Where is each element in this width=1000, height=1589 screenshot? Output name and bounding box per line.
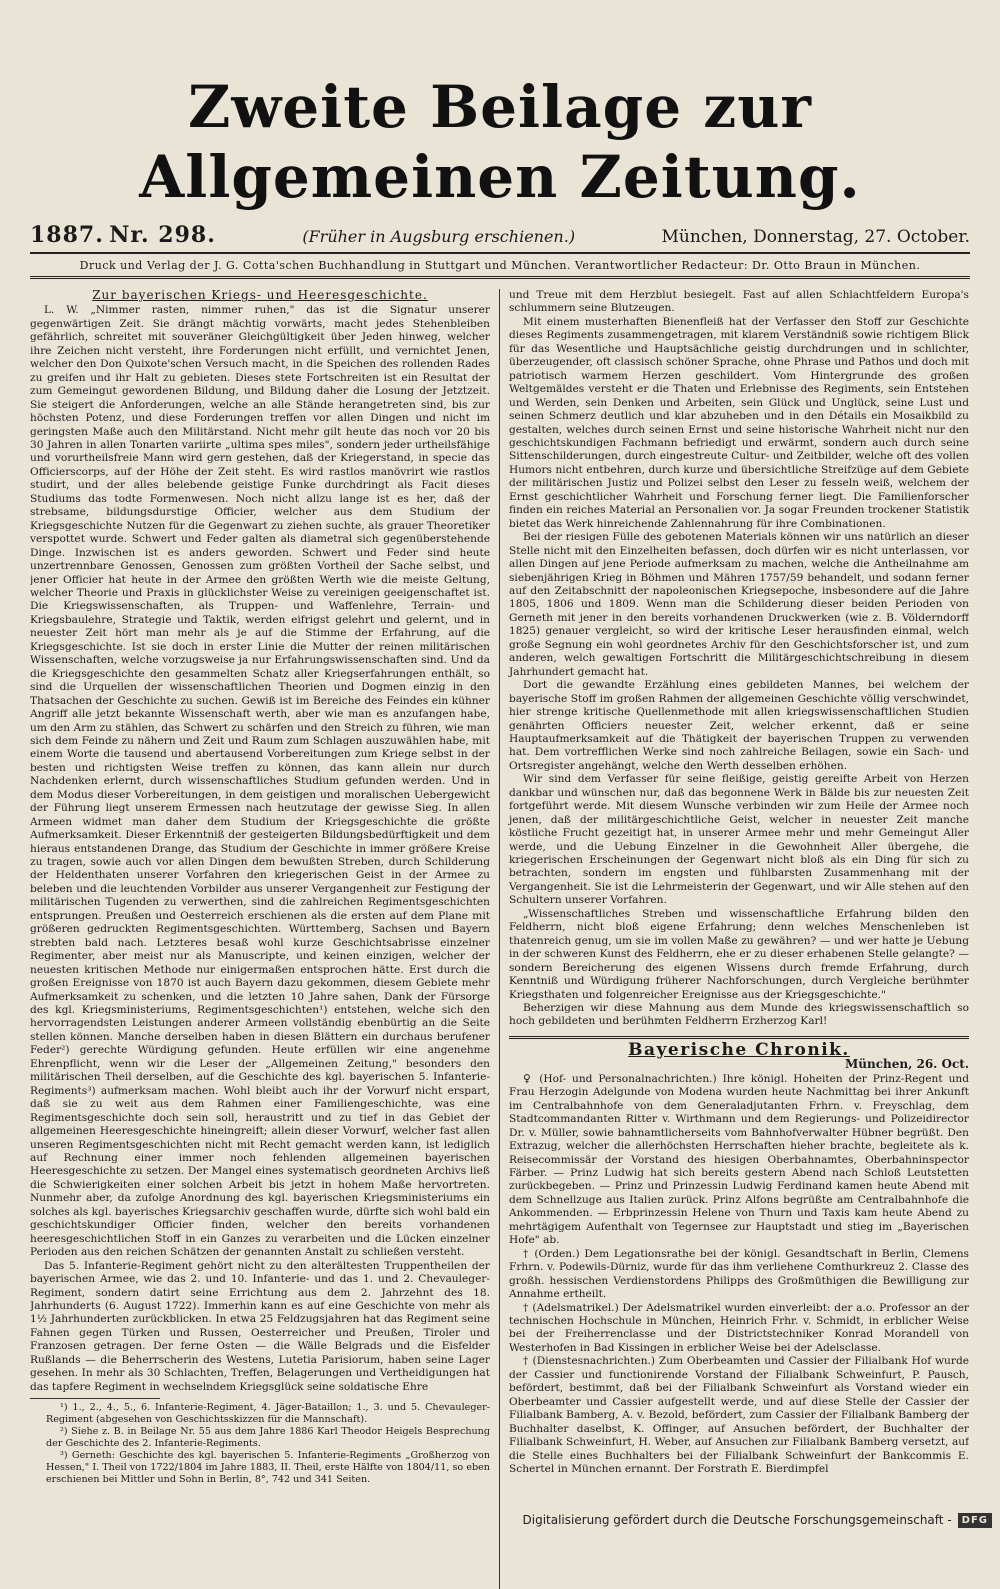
former-location-note: (Früher in Augsburg erschienen.) [302,227,576,246]
article-paragraph: Beherzigen wir diese Mahnung aus dem Munde des kriegswissenschaftlich so hoch gebildeten und berühmten Feldherrn Erzherzog Karl! [509,1002,969,1028]
masthead-title: Zweite Beilage zur Allgemeinen Zeitung. [139,73,861,211]
place-date: München, Donnerstag, 27. October. [661,227,970,247]
chronik-paragraph: † (Adelsmatrikel.) Der Adelsmatrikel wurden einverleibt: der a.o. Professor an der technischen Hochschule in München, Heinrich Frhr. v. Schmidt, in erblicher Weise bei der Freiherrenclasse und der Districtstechniker Konrad Morandell von Westerhofen in Bad Kissingen in erblicher Weise bei der Adelsclasse. [509,1301,969,1354]
footnote-rule [30,1398,160,1399]
header-rule [30,252,970,254]
chronik-paragraph: † (Dienstesnachrichten.) Zum Oberbeamten und Cassier der Filialbank Hof wurde der Cassier und functionirende Vorstand der Filialbank Schweinfurt, P. Pausch, befördert, bestimmt, daß bei der Filialbank Schweinfurt als Vorstand wieder ein Oberbeamter und Cassier aufgestellt werde, und auf diese Stelle der Cassier der Filialbank Bamberg, A. v. Bezold, befördert, zum Cassier der Filialbank Bamberg der Buchhalter daselbst, K. Offinger, auf Ansuchen befördert, der Buchhalter der Filialbank Schweinfurt, H. Weber, auf Ansuchen zur Filialbank Bamberg versetzt, auf die Stelle eines Buchhalters bei der Filialbank Schweinfurt der Bankcommis E. Schertel in München ernannt. Der Forstrath E. Bierdimpfel [509,1355,969,1475]
footnote: ³) Gerneth: Geschichte des kgl. bayerischen 5. Infanterie-Regiments „Großherzog von Hessen," I. Theil von 1722/1804 im Jahre 1883, II. Theil, erste Hälfte von 1804/11, so eben erschienen bei Mittler und Sohn in Berlin, 8°, 742 und 341 Seiten. [46,1450,490,1486]
column-left [30,289,499,1589]
article-paragraph: Wir sind dem Verfasser für seine fleißige, geistig gereifte Arbeit von Herzen dankbar und wünschen nur, daß das begonnene Werk in Bälde bis zur neuesten Zeit fortgeführt werde. Mit diesem Wunsche verbinden wir zum Heile der Armee noch jenen, daß der militärgeschichtliche Geist, welcher in neuester Zeit manche köstliche Frucht gezeitigt hat, in unserer Armee mehr und mehr Gemeingut Aller werde, und die Uebung Einzelner in die Gewohnheit Aller übergehe, die kriegerischen Erscheinungen der Gegenwart nicht bloß als ein Ding für sich zu betrachten, sondern im engsten und fühlbarsten Zusammenhang mit der Vergangenheit. Sie ist die Lehrmeisterin der Gegenwart, und wir Alle stehen auf den Schultern unserer Vorfahren. [509,773,969,907]
newspaper-page [30,72,970,1508]
chronik-paragraph: † (Orden.) Dem Legationsrathe bei der königl. Gesandtschaft in Berlin, Clemens Frhrn. v. Podewils-Dürniz, wurde für das ihm verliehene Comthurkreuz 2. Classe des großh. hessischen Verdienstordens Philipps des Großmüthigen die Bewilligung zur Annahme ertheilt. [509,1247,969,1301]
footnote: ¹) 1., 2., 4., 5., 6. Infanterie-Regiment, 4. Jäger-Bataillon; 1., 3. und 5. Chevauleger-Regiment (abgesehen von Geschichtsskizzen für die Mannschaft). [46,1402,490,1426]
article-paragraph: Bei der riesigen Fülle des gebotenen Materials können wir uns natürlich an dieser Stelle nicht mit den Einzelheiten befassen, doch dürfen wir es nicht unterlassen, vor allen Dingen auf jene Periode aufmerksam zu machen, welche die Antheilnahme am siebenjährigen Krieg in Böhmen und Mähren 1757/59 behandelt, und sodann ferner auf den Zeitabschnitt der napoleonischen Kriegsepoche, insbesondere auf die Jahre 1805, 1806 und 1809. Wenn man die Schilderung dieser beiden Perioden von Gerneth mit jener in den bereits vorhandenen Druckwerken (wie z. B. Völderndorff 1825) genauer vergleicht, so wird der kritische Leser herausfinden einmal, welch große Segnung ein wohl geordnetes Archiv für den Geschichtsforscher ist, und zum anderen, welch gewaltigen Fortschritt die Militärgeschichtschreibung in diesem Jahrhundert gemacht hat. [509,531,969,678]
body-columns [30,289,970,1589]
column-right [499,289,969,1589]
issue-nr: Nr. 298. [109,222,216,248]
header-double-rule [30,276,970,279]
chronik-paragraph: ♀ (Hof- und Personalnachrichten.) Ihre königl. Hoheiten der Prinz-Regent und Frau Herzogin Adelgunde von Modena wurden heute Nachmittag bei ihrer Ankunft im Centralbahnhofe von dem Generaladjutanten Frhrn. v. Freyschlag, dem Stadtcommandanten Ritter v. Wirthmann und dem Regierungs- und Polizeidirector Dr. v. Müller, sowie bahnamtlicherseits vom Bahnhofverwalter Hübner begrüßt. Den Extrazug, welcher die allerhöchsten Herrschaften hieher brachte, begleitete als k. Reisecommissär der Vorstand des hiesigen Oberbahnamtes, Oberbahninspector Färber. — Prinz Ludwig hat sich bereits gestern Abend nach Schloß Leutstetten zurückbegeben. — Prinz und Prinzessin Ludwig Ferdinand kamen heute Abend mit dem Schnellzuge aus Italien zurück. Prinz Alfons begrüßte am Centralbahnhofe die Ankommenden. — Erbprinzessin Helene von Thurn und Taxis kam heute Abend zu mehrtägigem Aufenthalt von Tegernsee zur Hauptstadt und stieg im „Bayerischen Hofe" ab. [509,1072,969,1247]
section-double-rule [509,1036,969,1039]
article-paragraph: Das 5. Infanterie-Regiment gehört nicht zu den alterältesten Truppentheilen der bayerischen Armee, wie das 2. und 10. Infanterie- und das 1. und 2. Chevauleger-Regiment, sondern datirt seine Errichtung aus dem 2. Jahrzehnt des 18. Jahrhunderts (6. August 1722). Immerhin kann es auf eine Geschichte von mehr als 1½ Jahrhunderten zurückblicken. In etwa 25 Feldzugsjahren hat das Regiment seine Fahnen gegen Türken und Russen, Oesterreicher und Preußen, Tiroler und Franzosen getragen. Der ferne Osten — die Wälle Belgrads und die Eisfelder Rußlands — die Beherrscherin des Westens, Lutetia Parisiorum, haben seine Lager gesehen. In mehr als 30 Schlachten, Treffen, Belagerungen und Vertheidigungen hat das tapfere Regiment in wechselndem Kriegsglück seine soldatische Ehre [30,1259,490,1393]
footnote: ²) Siehe z. B. in Beilage Nr. 55 aus dem Jahre 1886 Karl Theodor Heigels Besprechung der Geschichte des 2. Infanterie-Regiments. [46,1426,490,1450]
issue-number [30,222,216,248]
article-paragraph: „Wissenschaftliches Streben und wissenschaftliche Erfahrung bilden den Feldherrn, nicht bloß eigene Erfahrung; denn welches Menschenleben ist thatenreich genug, um sie im vollen Maße zu gewähren? — und wer hatte je Uebung in der schweren Kunst des Feldherrn, ehe er zu dieser erhabenen Stelle gelangte? — sondern Bereicherung des eigenen Wissens durch fremde Erfahrung, durch Kenntniß und Würdigung früherer Nachforschungen, durch Vergleiche berühmter Kriegsthaten und folgenreicher Ereignisse aus der Kriegsgeschichte." [509,907,969,1001]
publisher-line: Druck und Verlag der J. G. Cotta'schen Buchhandlung in Stuttgart und München. Verantwortlicher Redacteur: Dr. Otto Braun in München. [79,259,921,272]
digitization-credit: Digitalisierung gefördert durch die Deutsche Forschungsgemeinschaft - [522,1513,952,1527]
article-paragraph: Mit einem musterhaften Bienenfleiß hat der Verfasser den Stoff zur Geschichte dieses Regiments zusammengetragen, mit klarem Verständniß sowie richtigem Blick für das Wesentliche und Hauptsächliche geistig durchdrungen und in schlichter, überzeugender, oft classisch schöner Sprache, ohne Phrase und Pathos und doch mit patriotisch warmem Herzen geschildert. Vom Hintergrunde des großen Weltgemäldes versteht er die Thaten und Erlebnisse des Regiments, sein Entstehen und Werden, sein Denken und Arbeiten, sein Glück und Unglück, seine Lust und seinen Schmerz deutlich und klar abzuheben und in den Détails ein Mosaikbild zu gestalten, welches durch seinen Ernst und seine historische Wahrheit nicht nur den geschichtskundigen Fachmann befriedigt und erwärmt, sondern auch durch seine Sittenschilderungen, durch eingestreute Cultur- und Zeitbilder, welche oft des vollen Humors nicht entbehren, durch kurze und übersichtliche Streifzüge auf dem Gebiete der militärischen Justiz und Polizei selbst den Leser zu fesseln weiß, welchem der Ernst geschichtlicher Wahrheit und Forschung ferner liegt. Die Familienforscher finden ein reiches Material an Personalien vor. Ja sogar Freunden trockener Statistik bietet das Werk hinreichende Zahlennahrung für ihre Combinationen. [509,315,969,530]
dfg-logo: DFG [958,1513,992,1528]
article-paragraph: Dort die gewandte Erzählung eines gebildeten Mannes, bei welchem der bayerische Stoff im großen Rahmen der allgemeinen Geschichte völlig verschwindet, hier strenge kritische Quellenmethode mit allen kriegswissenschaftlichen Studien genährten Officiers neuester Zeit, welcher erkennt, daß er seine Hauptaufmerksamkeit auf die Thätigkeit der bayerischen Truppen zu verwenden hat. Dem vortrefflichen Werke sind noch zahlreiche Beilagen, sowie ein Sach- und Ortsregister angehängt, welche den Werth desselben erhöhen. [509,679,969,772]
article-title: Zur bayerischen Kriegs- und Heeresgeschichte. [92,289,428,302]
issue-year: 1887. [30,222,104,248]
digitization-footer [0,1507,1000,1533]
chronik-dateline: München, 26. Oct. [844,1057,969,1072]
dateline [30,222,970,248]
article-paragraph: und Treue mit dem Herzblut besiegelt. Fast auf allen Schlachtfeldern Europa's schlummern seine Blutzeugen. [509,289,969,315]
chronik-title: Bayerische Chronik. [628,1039,850,1060]
article-paragraph: L. W. „Nimmer rasten, nimmer ruhen," das ist die Signatur unserer gegenwärtigen Zeit. Sie drängt mächtig vorwärts, macht jedes Stehenbleiben gefährlich, schreitet mit souveräner Gleichgültigkeit über Jeden hinweg, welcher ihre Zeichen nicht versteht, ihre Forderungen nicht erfüllt, und vernichtet Jenen, welcher den Don Quixote'schen Versuch macht, in die Speichen des rollenden Rades zu greifen und ihr Halt zu gebieten. Dieses stete Fortschreiten ist ein Resultat der zum Gemeingut gewordenen Bildung, und Bildung daher die Losung der Jetztzeit. Sie steigert die Anforderungen, welche an alle Stände herangetreten sind, bis zur höchsten Potenz, und diese Forderungen treffen vor allen Dingen und nicht im geringsten Maße auch den Militärstand. Nicht mehr gilt heute das noch vor 20 bis 30 Jahren in allen Tonarten variirte „ultima spes miles", sondern jeder urtheilsfähige und vorurtheilsfreie Mann wird gern gestehen, daß der Kriegerstand, in specie das Officierscorps, auf der Höhe der Zeit steht. Es wird rastlos manövrirt wie rastlos studirt, und der alles belebende geistige Funke durchdringt als Facit dieses Studiums das todte Formenwesen. Noch nicht allzu lange ist es her, daß der strebsame, bildungsdurstige Officier, welcher aus dem Studium der Kriegsgeschichte Nutzen für die Gegenwart zu ziehen suchte, als grauer Theoretiker verspottet wurde. Schwert und Feder galten als diametral sich gegenüberstehende Dinge. Inzwischen ist es anders geworden. Schwert und Feder sind heute unzertrennbare Genossen, Genossen zum größten Vortheil der Sache selbst, und jener Officier hat heute in der Armee den größten Werth wie die meiste Geltung, welcher Theorie und Praxis in glücklichster Weise zu vereinigen geeigenschaftet ist. Die Kriegswissenschaften, als Truppen- und Waffenlehre, Terrain- und Kriegsbaulehre, Strategie und Taktik, werden eifrigst gelehrt und gelernt, und in neuester Zeit hört man mehr als je auf die Stimme der Erfahrung, auf die Kriegsgeschichte. Ist sie doch in erster Linie die Mutter der reinen militärischen Wissenschaften, welche vorzugsweise ja nur Erfahrungswissenschaften sind. Und da die Kriegsgeschichte den gesammelten Schatz aller Kriegserfahrungen enthält, so sind die Urquellen der wissenschaftlichen Theorien und Dogmen einzig in den Thatsachen der Geschichte zu suchen. Gewiß ist im Bereiche des Feindes ein kühner Angriff alle jetzt bekannte Wissenschaft werth, aber wie man es anzufangen habe, um den Arm zu stählen, das Schwert zu schärfen und den Streich zu führen, wie man sich dem Feinde zu nähern und Zeit und Raum zum Schlagen auszuwählen habe, mit einem Worte die tausend und abertausend Vorbereitungen zum Kriege selbst in der besten und richtigsten Weise treffen zu können, das kann allein nur durch Nachdenken erlernt, durch wissenschaftliches Studium gefunden werden. Und in dem Modus dieser Vorbereitungen, in dem geistigen und moralischen Uebergewicht der Führung liegt unserem Ermessen nach heutzutage der gewisse Sieg. In allen Armeen widmet man daher dem Studium der Kriegsgeschichte die größte Aufmerksamkeit. Dieser Erkenntniß der gesteigerten Bildungsbedürftigkeit und dem hieraus entstandenen Drange, das Studium der Geschichte in immer größere Kreise zu tragen, sowie auch vor allen Dingen dem bewußten Streben, durch Schilderung der Heldenthaten unserer Vorfahren den kriegerischen Geist in der Armee zu beleben und die leuchtenden Vorbilder aus unserer Vergangenheit zur Festigung der militärischen Tugenden zu verwerthen, sind die zahlreichen Regimentsgeschichten entsprungen. Preußen und Oesterreich erschienen als die ersten auf dem Plane mit größeren gedruckten Regimentsgeschichten. Württemberg, Sachsen und Bayern strebten bald nach. Letzteres besaß wohl kurze Geschichtsabrisse einzelner Regimenter, aber meist nur als Manuscripte, und keinen einzigen, welcher der neuesten kritischen Methode nur einigermaßen entsprochen hätte. Erst durch die großen Ereignisse von 1870 ist auch Bayern dazu gekommen, diesem Gebiete mehr Aufmerksamkeit zu schenken, und die letzten 10 Jahre sahen, Dank der Fürsorge des kgl. Kriegsministeriums, Regimentsgeschichten¹) entstehen, welche sich den hervorragendsten Leistungen anderer Armeen vollständig ebenbürtig an die Seite stellen können. Manche derselben haben in diesen Blättern ein durchaus berufener Feder²) gerechte Würdigung gefunden. Heute erfüllen wir eine angenehme Ehrenpflicht, wenn wir die Leser der „Allgemeinen Zeitung," besonders den militärischen Theil derselben, auf die Geschichte des kgl. bayerischen 5. Infanterie-Regiments³) aufmerksam machen. Wohl bleibt auch ihr der Vorwurf nicht erspart, daß sie zu weit aus dem Rahmen einer Familiengeschichte, was eine Regimentsgeschichte doch sein soll, heraustritt und zu tief in das Gebiet der allgemeinen Heeresgeschichte hineingreift; allein dieser Vorwurf, welcher fast allen unseren Regimentsgeschichten nicht mit Recht gemacht werden kann, ist lediglich auf Rechnung einer immer noch fehlenden allgemeinen bayerischen Heeresgeschichte zu setzen. Der Mangel eines systematisch geordneten Archivs ließ die Schwierigkeiten einer solchen Arbeit bis jetzt in hohem Maße hervortreten. Nunmehr aber, da zufolge Anordnung des kgl. bayerischen Kriegsministeriums ein solches als kgl. bayerisches Kriegsarchiv geschaffen wurde, dürfte sich wohl bald ein geschichtskundiger Officier finden, welcher den bereits vorhandenen heeresgeschichtlichen Stoff in ein Ganzes zu verarbeiten und die Lücken einzelner Perioden aus den reichen Schätzen der genannten Anstalt zu schließen versteht. [30,304,490,1259]
